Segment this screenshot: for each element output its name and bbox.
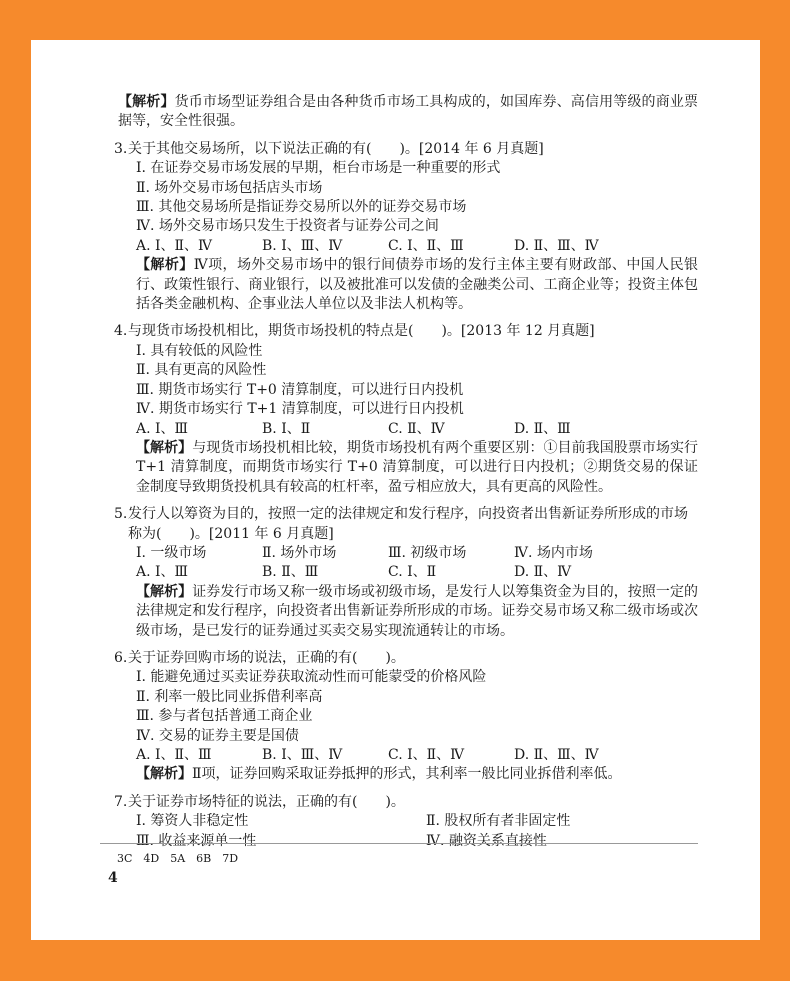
statement-item: Ⅲ. 其他交易场所是指证券交易所以外的证券交易市场 (136, 199, 467, 216)
answer-option: D. Ⅱ、Ⅲ、Ⅳ (514, 237, 599, 254)
statement-item: Ⅱ. 股权所有者非固定性 (426, 813, 571, 830)
answer-option: D. Ⅱ、Ⅲ、Ⅳ (514, 747, 599, 763)
statement-item: Ⅲ. 收益来源单一性 (136, 832, 257, 849)
analysis (132, 256, 698, 314)
answer-option: C. Ⅰ、Ⅱ、Ⅳ (388, 747, 465, 763)
analysis-label: 【解析】 (136, 439, 193, 456)
analysis-label: 【解析】 (136, 257, 194, 274)
statement-item: Ⅳ. 交易的证券主要是国债 (136, 727, 299, 744)
answer-option: A. Ⅰ、Ⅱ、Ⅳ (136, 237, 213, 254)
answer-option: B. Ⅱ、Ⅲ (262, 564, 319, 581)
question-3 (114, 140, 699, 315)
question-number: 7. (114, 793, 128, 810)
intro-analysis (118, 93, 698, 132)
statement-item: Ⅱ. 利率一般比同业拆借利率高 (136, 688, 323, 705)
question-number: 6. (114, 649, 128, 666)
analysis-label: 【解析】 (136, 583, 193, 600)
question-number: 5. (114, 506, 128, 523)
question-number: 4. (114, 323, 128, 340)
answer-option: A. Ⅰ、Ⅲ (136, 564, 189, 581)
statement-item: Ⅰ. 能避免通过买卖证券获取流动性而可能蒙受的价格风险 (136, 669, 487, 686)
analysis (132, 439, 698, 497)
question-stem: 关于证券市场特征的说法，正确的有( )。 (128, 793, 405, 810)
question-stem: 关于证券回购市场的说法，正确的有( )。 (128, 649, 405, 666)
question-5 (114, 505, 699, 641)
analysis-text: 与现货市场投机相比较，期货市场投机有两个重要区别：①目前我国股票市场实行 T+1 清算制度，而期货市场实行 T+0 清算制度，可以进行日内投机；②期货交易的保证金制度导致期货投机具有较高的杠杆率，盈亏相应放大，具有更高的风险性。 (136, 439, 699, 495)
statement-item: Ⅲ. 参与者包括普通工商企业 (136, 708, 313, 725)
question-stem: 与现货市场投机相比，期货市场投机的特点是( )。[2013 年 12 月真题] (128, 323, 595, 340)
question-stem: 关于其他交易场所，以下说法正确的有( )。[2014 年 6 月真题] (128, 140, 544, 157)
analysis (132, 765, 698, 784)
answer-option: B. Ⅰ、Ⅱ (262, 420, 311, 437)
statement-item: Ⅰ. 筹资人非稳定性 (136, 813, 249, 830)
statement-item: Ⅰ. 在证券交易市场发展的早期，柜台市场是一种重要的形式 (136, 160, 501, 177)
question-6 (114, 649, 698, 785)
statement-item: Ⅲ. 期货市场实行 T+0 清算制度，可以进行日内投机 (136, 381, 464, 398)
question-stem: 发行人以筹资为目的，按照一定的法律规定和发行程序，向投资者出售新证券所形成的市场称为( )。[2011 年 6 月真题] (128, 506, 688, 542)
statement-item: Ⅰ. 一级市场 (136, 544, 207, 561)
answer-option: C. Ⅱ、Ⅳ (388, 420, 445, 437)
answer-option: B. Ⅰ、Ⅲ、Ⅳ (262, 747, 343, 763)
statement-item: Ⅱ. 场外交易市场包括店头市场 (136, 179, 323, 196)
answer-option: D. Ⅱ、Ⅲ (514, 420, 571, 437)
statement-item: Ⅳ. 场内市场 (514, 544, 593, 561)
statement-item: Ⅰ. 具有较低的风险性 (136, 342, 263, 359)
answer-option: D. Ⅱ、Ⅳ (514, 564, 572, 581)
answer-key: 3C 4D 5A 6B 7D (117, 852, 239, 865)
statement-item: Ⅱ. 场外市场 (262, 544, 337, 561)
question-number: 3. (114, 140, 128, 157)
analysis-label: 【解析】 (136, 766, 192, 783)
question-content (114, 93, 699, 851)
statement-item: Ⅳ. 期货市场实行 T+1 清算制度，可以进行日内投机 (136, 401, 464, 418)
statement-item: Ⅳ. 场外交易市场只发生于投资者与证券公司之间 (136, 218, 439, 235)
answer-option: C. Ⅰ、Ⅱ (388, 564, 437, 581)
statement-item: Ⅳ. 融资关系直接性 (426, 832, 547, 849)
answer-option: A. Ⅰ、Ⅲ (136, 420, 189, 437)
question-4 (114, 322, 699, 497)
answer-option: C. Ⅰ、Ⅱ、Ⅲ (388, 237, 464, 254)
analysis-text: 证券发行市场又称一级市场或初级市场，是发行人以筹集资金为目的，按照一定的法律规定和发行程序，向投资者出售新证券所形成的市场。证券交易市场又称二级市场或次级市场，是已发行的证券通过买卖交易实现流通转让的市场。 (136, 583, 699, 639)
analysis-text: Ⅱ项，证券回购采取证券抵押的形式，其利率一般比同业拆借利率低。 (192, 766, 622, 783)
page-number: 4 (108, 870, 118, 886)
statement-item: Ⅲ. 初级市场 (388, 544, 467, 561)
answer-option: A. Ⅰ、Ⅱ、Ⅲ (136, 747, 212, 763)
analysis-text: Ⅳ项，场外交易市场中的银行间债券市场的发行主体主要有财政部、中国人民银行、政策性银行、商业银行，以及被批准可以发债的金融类公司、工商企业等；投资主体包括各类金融机构、企事业法人单位以及非法人机构等。 (136, 257, 699, 313)
answer-option: B. Ⅰ、Ⅲ、Ⅳ (262, 237, 343, 254)
analysis-label: 【解析】 (118, 94, 175, 110)
analysis-text: 货币市场型证券组合是由各种货币市场工具构成的，如国库券、高信用等级的商业票据等，安全性很强。 (118, 94, 699, 130)
footnote-divider (100, 843, 698, 844)
analysis (132, 583, 698, 641)
statement-item: Ⅱ. 具有更高的风险性 (136, 362, 267, 379)
